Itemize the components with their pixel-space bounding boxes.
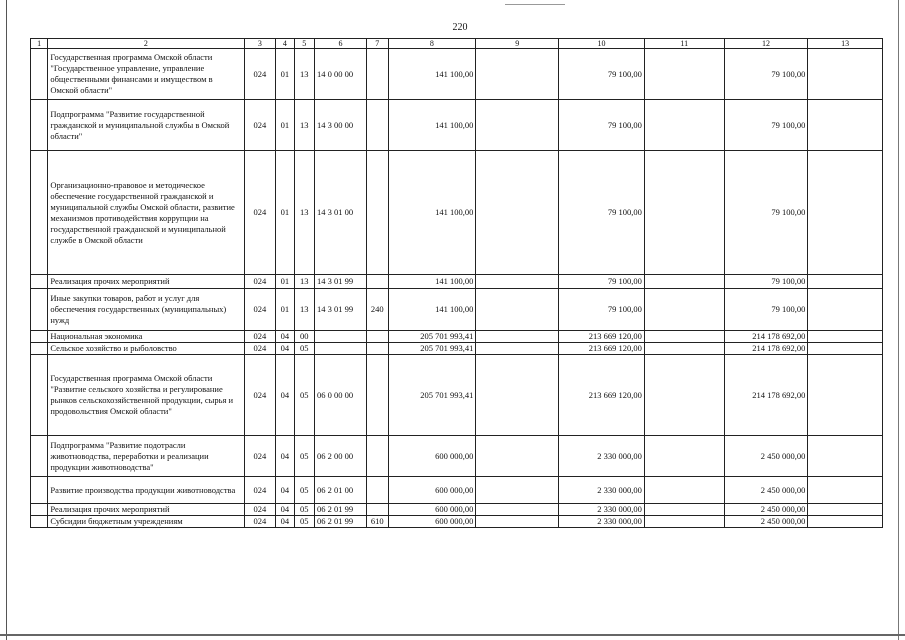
row-name-cell: Субсидии бюджетным учреждениям — [48, 516, 244, 528]
row-c12-cell: 214 178 692,00 — [724, 343, 808, 355]
row-c5-cell: 05 — [294, 504, 314, 516]
budget-table — [30, 38, 883, 528]
column-number-cell: 10 — [559, 39, 645, 49]
row-c3-cell: 024 — [244, 477, 276, 504]
column-number-cell: 3 — [244, 39, 276, 49]
row-c8-cell: 141 100,00 — [388, 49, 476, 100]
row-c10-cell: 2 330 000,00 — [559, 516, 645, 528]
row-c12-cell: 79 100,00 — [724, 151, 808, 275]
row-c11-cell — [644, 516, 724, 528]
row-c11-cell — [644, 477, 724, 504]
row-c13-cell — [808, 100, 883, 151]
row-c7-cell: 240 — [367, 289, 388, 331]
row-c4-cell: 04 — [276, 355, 294, 436]
row-c12-cell: 214 178 692,00 — [724, 355, 808, 436]
row-c10-cell: 213 669 120,00 — [559, 331, 645, 343]
row-index-cell — [31, 331, 48, 343]
row-index-cell — [31, 504, 48, 516]
row-c8-cell: 205 701 993,41 — [388, 331, 476, 343]
row-c9-cell — [476, 275, 559, 289]
row-c8-cell: 600 000,00 — [388, 436, 476, 477]
row-c4-cell: 01 — [276, 151, 294, 275]
table-row — [31, 504, 883, 516]
row-c12-cell: 79 100,00 — [724, 49, 808, 100]
column-number-cell: 9 — [476, 39, 559, 49]
row-c8-cell: 141 100,00 — [388, 100, 476, 151]
scan-left-border — [6, 0, 7, 640]
row-c5-cell: 13 — [294, 275, 314, 289]
row-c6-cell: 06 2 01 99 — [314, 516, 366, 528]
row-c9-cell — [476, 331, 559, 343]
row-c6-cell: 06 2 00 00 — [314, 436, 366, 477]
row-c12-cell: 2 450 000,00 — [724, 436, 808, 477]
row-c3-cell: 024 — [244, 343, 276, 355]
row-c9-cell — [476, 343, 559, 355]
row-c5-cell: 05 — [294, 355, 314, 436]
row-c13-cell — [808, 477, 883, 504]
table-row — [31, 289, 883, 331]
row-c10-cell: 213 669 120,00 — [559, 355, 645, 436]
row-c8-cell: 600 000,00 — [388, 504, 476, 516]
row-c13-cell — [808, 516, 883, 528]
table-row — [31, 49, 883, 100]
row-name-cell: Подпрограмма "Развитие государственной гражданской и муниципальной службы в Омской области" — [48, 100, 244, 151]
row-c6-cell: 14 3 01 99 — [314, 289, 366, 331]
row-c12-cell: 214 178 692,00 — [724, 331, 808, 343]
row-c12-cell: 79 100,00 — [724, 289, 808, 331]
row-name-cell: Государственная программа Омской области "Государственное управление, управление общественными финансами и имуществом в Омской области" — [48, 49, 244, 100]
row-c3-cell: 024 — [244, 100, 276, 151]
row-name-cell: Государственная программа Омской области "Развитие сельского хозяйства и регулирование рынков сельскохозяйственной продукции, сырья и продовольствия Омской области" — [48, 355, 244, 436]
row-c3-cell: 024 — [244, 49, 276, 100]
row-c4-cell: 01 — [276, 100, 294, 151]
row-c5-cell: 05 — [294, 436, 314, 477]
row-c12-cell: 2 450 000,00 — [724, 477, 808, 504]
row-c3-cell: 024 — [244, 504, 276, 516]
row-c4-cell: 01 — [276, 275, 294, 289]
row-c13-cell — [808, 436, 883, 477]
row-c3-cell: 024 — [244, 289, 276, 331]
row-c9-cell — [476, 49, 559, 100]
table-row — [31, 343, 883, 355]
row-c7-cell — [367, 49, 388, 100]
row-c11-cell — [644, 355, 724, 436]
row-c11-cell — [644, 151, 724, 275]
row-c7-cell — [367, 275, 388, 289]
row-c8-cell: 141 100,00 — [388, 275, 476, 289]
row-index-cell — [31, 477, 48, 504]
row-c8-cell: 205 701 993,41 — [388, 355, 476, 436]
row-name-cell: Иные закупки товаров, работ и услуг для обеспечения государственных (муниципальных) нужд — [48, 289, 244, 331]
scan-artifact-line — [505, 4, 565, 5]
row-c6-cell: 14 3 01 99 — [314, 275, 366, 289]
row-c6-cell — [314, 331, 366, 343]
row-c7-cell — [367, 151, 388, 275]
row-index-cell — [31, 275, 48, 289]
table-row — [31, 436, 883, 477]
row-c6-cell — [314, 343, 366, 355]
table-row — [31, 355, 883, 436]
row-c6-cell: 14 0 00 00 — [314, 49, 366, 100]
table-row — [31, 275, 883, 289]
row-c13-cell — [808, 49, 883, 100]
table-row — [31, 151, 883, 275]
table-row — [31, 477, 883, 504]
row-c7-cell — [367, 477, 388, 504]
row-c8-cell: 205 701 993,41 — [388, 343, 476, 355]
column-number-row — [31, 39, 883, 49]
row-c13-cell — [808, 331, 883, 343]
column-number-cell: 8 — [388, 39, 476, 49]
row-name-cell: Развитие производства продукции животноводства — [48, 477, 244, 504]
row-c10-cell: 2 330 000,00 — [559, 504, 645, 516]
row-c11-cell — [644, 275, 724, 289]
row-c5-cell: 00 — [294, 331, 314, 343]
row-c8-cell: 600 000,00 — [388, 516, 476, 528]
row-name-cell: Реализация прочих мероприятий — [48, 275, 244, 289]
row-c4-cell: 04 — [276, 516, 294, 528]
row-c3-cell: 024 — [244, 516, 276, 528]
row-c3-cell: 024 — [244, 275, 276, 289]
row-c10-cell: 79 100,00 — [559, 275, 645, 289]
row-c13-cell — [808, 504, 883, 516]
row-name-cell: Реализация прочих мероприятий — [48, 504, 244, 516]
table-body — [31, 39, 883, 528]
row-c5-cell: 05 — [294, 343, 314, 355]
row-c3-cell: 024 — [244, 355, 276, 436]
row-name-cell: Национальная экономика — [48, 331, 244, 343]
column-number-cell: 12 — [724, 39, 808, 49]
column-number-cell: 5 — [294, 39, 314, 49]
row-c10-cell: 2 330 000,00 — [559, 477, 645, 504]
row-c11-cell — [644, 100, 724, 151]
table-row — [31, 100, 883, 151]
row-c4-cell: 01 — [276, 49, 294, 100]
row-index-cell — [31, 436, 48, 477]
row-c9-cell — [476, 436, 559, 477]
row-c12-cell: 79 100,00 — [724, 275, 808, 289]
row-c10-cell: 79 100,00 — [559, 151, 645, 275]
row-c5-cell: 13 — [294, 49, 314, 100]
row-c4-cell: 04 — [276, 343, 294, 355]
row-index-cell — [31, 100, 48, 151]
row-c7-cell — [367, 331, 388, 343]
row-index-cell — [31, 343, 48, 355]
column-number-cell: 13 — [808, 39, 883, 49]
row-name-cell: Подпрограмма "Развитие подотрасли животноводства, переработки и реализации продукции животноводства" — [48, 436, 244, 477]
row-c4-cell: 01 — [276, 289, 294, 331]
row-c11-cell — [644, 49, 724, 100]
row-c8-cell: 600 000,00 — [388, 477, 476, 504]
row-c9-cell — [476, 151, 559, 275]
column-number-cell: 2 — [48, 39, 244, 49]
row-c11-cell — [644, 331, 724, 343]
column-number-cell: 11 — [644, 39, 724, 49]
row-index-cell — [31, 289, 48, 331]
row-c11-cell — [644, 289, 724, 331]
row-c6-cell: 06 0 00 00 — [314, 355, 366, 436]
row-name-cell: Сельское хозяйство и рыболовство — [48, 343, 244, 355]
row-c13-cell — [808, 343, 883, 355]
column-number-cell: 4 — [276, 39, 294, 49]
row-c7-cell — [367, 355, 388, 436]
row-c4-cell: 04 — [276, 477, 294, 504]
row-c6-cell: 14 3 00 00 — [314, 100, 366, 151]
row-c9-cell — [476, 289, 559, 331]
row-c5-cell: 13 — [294, 289, 314, 331]
row-name-cell: Организационно-правовое и методическое обеспечение государственной гражданской и муниципальной службы Омской области, развитие механизмов противодействия коррупции на государственной гражданской и муниципальной службе в Омской области — [48, 151, 244, 275]
row-c8-cell: 141 100,00 — [388, 151, 476, 275]
row-c6-cell: 06 2 01 99 — [314, 504, 366, 516]
column-number-cell: 6 — [314, 39, 366, 49]
row-c6-cell: 14 3 01 00 — [314, 151, 366, 275]
row-index-cell — [31, 49, 48, 100]
row-c7-cell — [367, 436, 388, 477]
row-c11-cell — [644, 343, 724, 355]
row-c3-cell: 024 — [244, 331, 276, 343]
row-c5-cell: 05 — [294, 516, 314, 528]
row-c4-cell: 04 — [276, 331, 294, 343]
row-c12-cell: 2 450 000,00 — [724, 516, 808, 528]
row-c3-cell: 024 — [244, 436, 276, 477]
scan-bottom-border — [0, 634, 905, 636]
column-number-cell: 1 — [31, 39, 48, 49]
column-number-cell: 7 — [367, 39, 388, 49]
row-c4-cell: 04 — [276, 504, 294, 516]
row-c13-cell — [808, 355, 883, 436]
row-c10-cell: 79 100,00 — [559, 289, 645, 331]
row-c11-cell — [644, 504, 724, 516]
page-number: 220 — [452, 22, 468, 33]
row-c13-cell — [808, 151, 883, 275]
row-c7-cell — [367, 504, 388, 516]
row-c9-cell — [476, 504, 559, 516]
row-c11-cell — [644, 436, 724, 477]
row-c10-cell: 2 330 000,00 — [559, 436, 645, 477]
row-c9-cell — [476, 355, 559, 436]
row-index-cell — [31, 355, 48, 436]
row-c4-cell: 04 — [276, 436, 294, 477]
row-index-cell — [31, 516, 48, 528]
table-row — [31, 331, 883, 343]
row-c9-cell — [476, 100, 559, 151]
row-c9-cell — [476, 477, 559, 504]
scan-right-border — [898, 0, 899, 640]
row-c9-cell — [476, 516, 559, 528]
row-c10-cell: 213 669 120,00 — [559, 343, 645, 355]
row-c12-cell: 79 100,00 — [724, 100, 808, 151]
row-c13-cell — [808, 275, 883, 289]
row-c7-cell: 610 — [367, 516, 388, 528]
row-c5-cell: 13 — [294, 100, 314, 151]
row-c10-cell: 79 100,00 — [559, 49, 645, 100]
row-c7-cell — [367, 100, 388, 151]
row-c10-cell: 79 100,00 — [559, 100, 645, 151]
row-c3-cell: 024 — [244, 151, 276, 275]
row-c6-cell: 06 2 01 00 — [314, 477, 366, 504]
row-c12-cell: 2 450 000,00 — [724, 504, 808, 516]
row-index-cell — [31, 151, 48, 275]
row-c5-cell: 13 — [294, 151, 314, 275]
row-c7-cell — [367, 343, 388, 355]
row-c8-cell: 141 100,00 — [388, 289, 476, 331]
table-row — [31, 516, 883, 528]
row-c13-cell — [808, 289, 883, 331]
row-c5-cell: 05 — [294, 477, 314, 504]
